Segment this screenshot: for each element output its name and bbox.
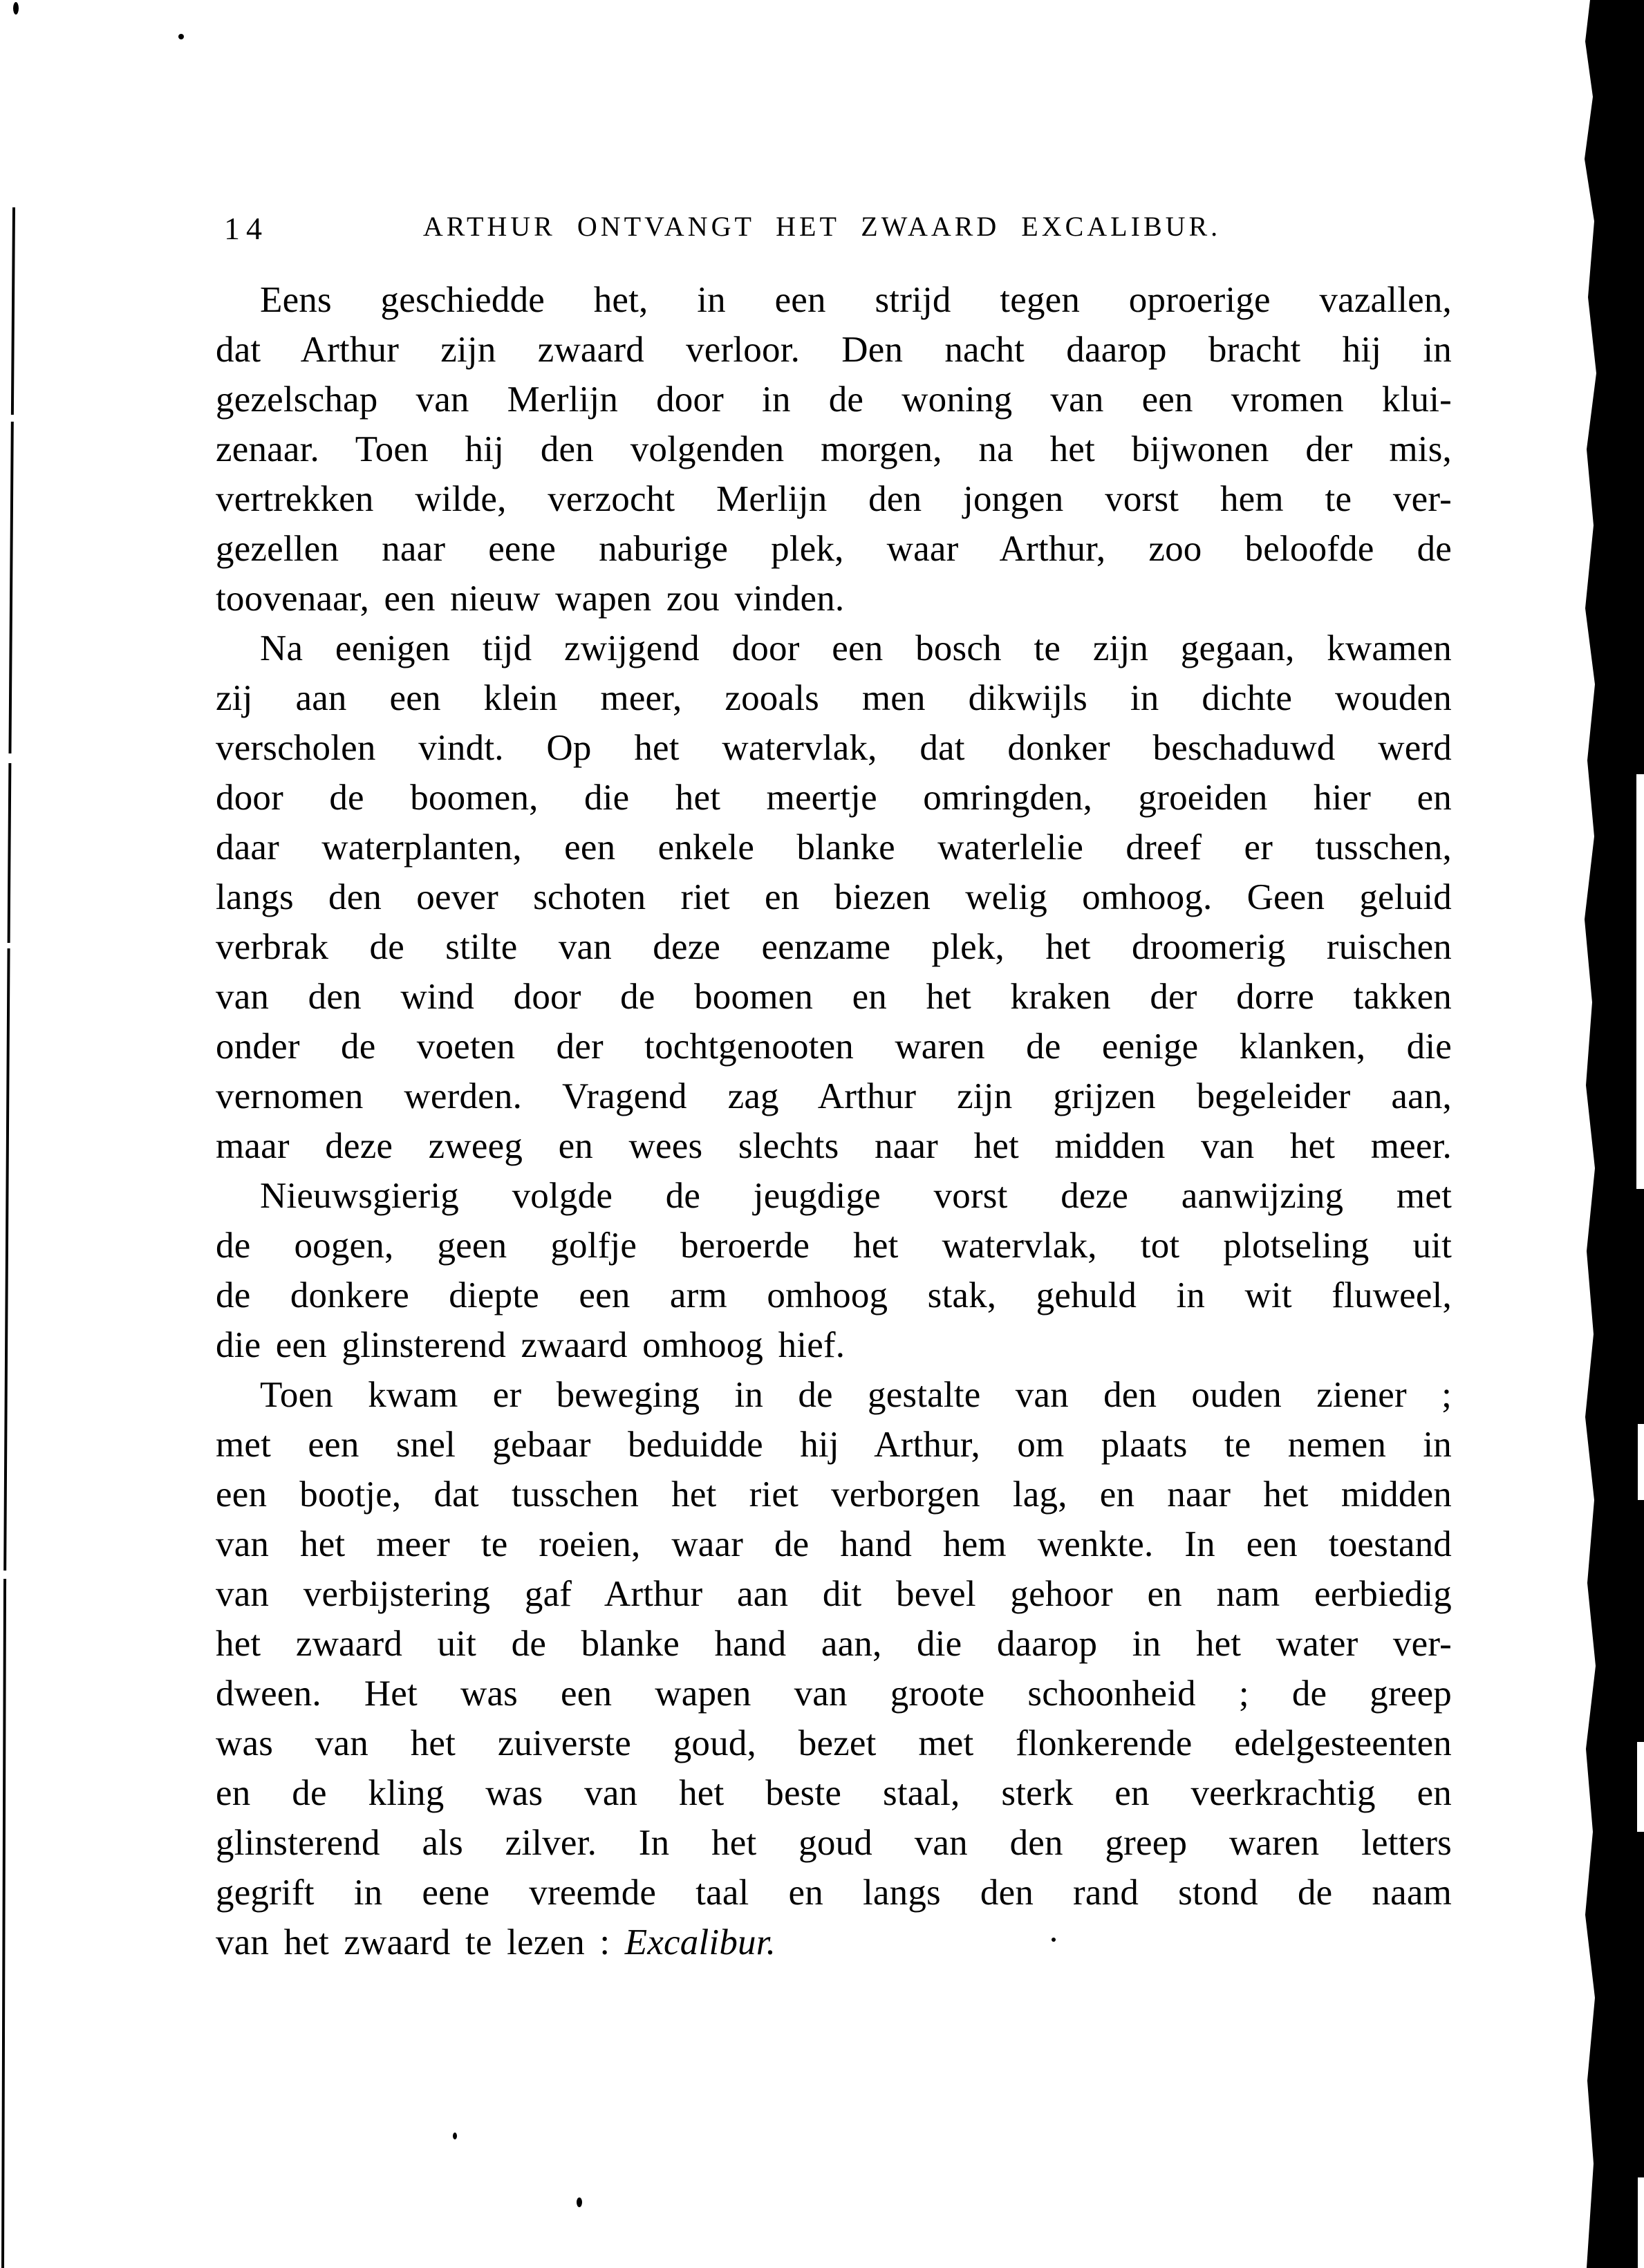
text-line: gezellen naar eene naburige plek, waar Arthur, zoo beloofde de	[216, 529, 1452, 569]
ink-speck	[13, 2, 19, 15]
text-line: zenaar. Toen hij den volgenden morgen, na het bijwonen der mis,	[216, 429, 1452, 469]
text-line: Na eenigen tijd zwijgend door een bosch te zijn gegaan, kwamen	[260, 628, 1452, 668]
scan-band-white-sliver	[1636, 774, 1644, 1189]
paragraph	[216, 275, 1452, 624]
paragraph	[216, 1171, 1452, 1370]
ink-speck	[453, 2133, 457, 2139]
text-line: dween. Het was een wapen van groote schoonheid ; de greep	[216, 1674, 1452, 1714]
text-line: verbrak de stilte van deze eenzame plek, het droomerig ruischen	[216, 927, 1452, 967]
text-line: gegrift in eene vreemde taal en langs den rand stond de naam	[216, 1873, 1452, 1913]
text-line: dat Arthur zijn zwaard verloor. Den nacht daarop bracht hij in	[216, 330, 1452, 370]
text-line: een bootje, dat tusschen het riet verborgen lag, en naar het midden	[216, 1474, 1452, 1515]
text-line: de oogen, geen golfje beroerde het watervlak, tot plotseling uit	[216, 1226, 1452, 1266]
text-block	[216, 275, 1452, 1967]
scan-band-white-sliver	[1638, 1424, 1644, 1500]
text-line: Eens geschiedde het, in een strijd tegen oproerige vazallen,	[260, 280, 1452, 320]
text-line: die een glinsterend zwaard omhoog hief.	[216, 1325, 846, 1365]
text-line: het zwaard uit de blanke hand aan, die daarop in het water ver-	[216, 1624, 1452, 1664]
ink-speck	[577, 2197, 582, 2207]
text-line: gezelschap van Merlijn door in de woning van een vromen klui-	[216, 379, 1452, 420]
text-line: daar waterplanten, een enkele blanke waterlelie dreef er tusschen,	[216, 827, 1452, 868]
text-line: zij aan een klein meer, zooals men dikwijls in dichte wouden	[216, 678, 1452, 718]
text-line: vernomen werden. Vragend zag Arthur zijn grijzen begeleider aan,	[216, 1076, 1452, 1116]
text-line: van verbijstering gaf Arthur aan dit bevel gehoor en nam eerbiedig	[216, 1574, 1452, 1614]
text-line: langs den oever schoten riet en biezen welig omhoog. Geen geluid	[216, 877, 1452, 917]
text-line: toovenaar, een nieuw wapen zou vinden.	[216, 579, 845, 619]
text-line: glinsterend als zilver. In het goud van den greep waren letters	[216, 1823, 1452, 1863]
text-line: de donkere diepte een arm omhoog stak, gehuld in wit fluweel,	[216, 1275, 1452, 1315]
text-line	[216, 1918, 1452, 1967]
ink-speck	[178, 34, 184, 39]
text-line: onder de voeten der tochtgenooten waren de eenige klanken, die	[216, 1027, 1452, 1067]
text-line: verscholen vindt. Op het watervlak, dat donker beschaduwd werd	[216, 728, 1452, 768]
text-line: vertrekken wilde, verzocht Merlijn den jongen vorst hem te ver-	[216, 479, 1452, 519]
paragraph	[216, 1370, 1452, 1967]
text-line: van het meer te roeien, waar de hand hem wenkte. In een toestand	[216, 1524, 1452, 1564]
scan-band-white-sliver	[1637, 1742, 1644, 1832]
text-line: was van het zuiverste goud, bezet met flonkerende edelgesteenten	[216, 1723, 1452, 1763]
page-number: 14	[224, 211, 268, 246]
text-line: door de boomen, die het meertje omringden, groeiden hier en	[216, 778, 1452, 818]
left-edge-scan-line	[3, 207, 14, 2268]
text-line: Nieuwsgierig volgde de jeugdige vorst deze aanwijzing met	[260, 1176, 1452, 1216]
scan-band-white-sliver	[1638, 2177, 1644, 2268]
text-line: maar deze zweeg en wees slechts naar het midden van het meer.	[216, 1126, 1452, 1166]
text-line: en de kling was van het beste staal, sterk en veerkrachtig en	[216, 1773, 1452, 1813]
text-line-roman: van het zwaard te lezen :	[216, 1922, 625, 1962]
text-line: met een snel gebaar beduidde hij Arthur, om plaats te nemen in	[216, 1425, 1452, 1465]
running-header	[0, 209, 1644, 250]
right-edge-scan-band	[1585, 0, 1644, 2268]
text-line: van den wind door de boomen en het kraken der dorre takken	[216, 977, 1452, 1017]
paragraph	[216, 624, 1452, 1171]
text-line: Toen kwam er beweging in de gestalte van den ouden ziener ;	[260, 1375, 1452, 1415]
running-title: ARTHUR ONTVANGT HET ZWAARD EXCALIBUR.	[422, 211, 1222, 242]
sword-name-italic: Excalibur.	[624, 1922, 776, 1962]
